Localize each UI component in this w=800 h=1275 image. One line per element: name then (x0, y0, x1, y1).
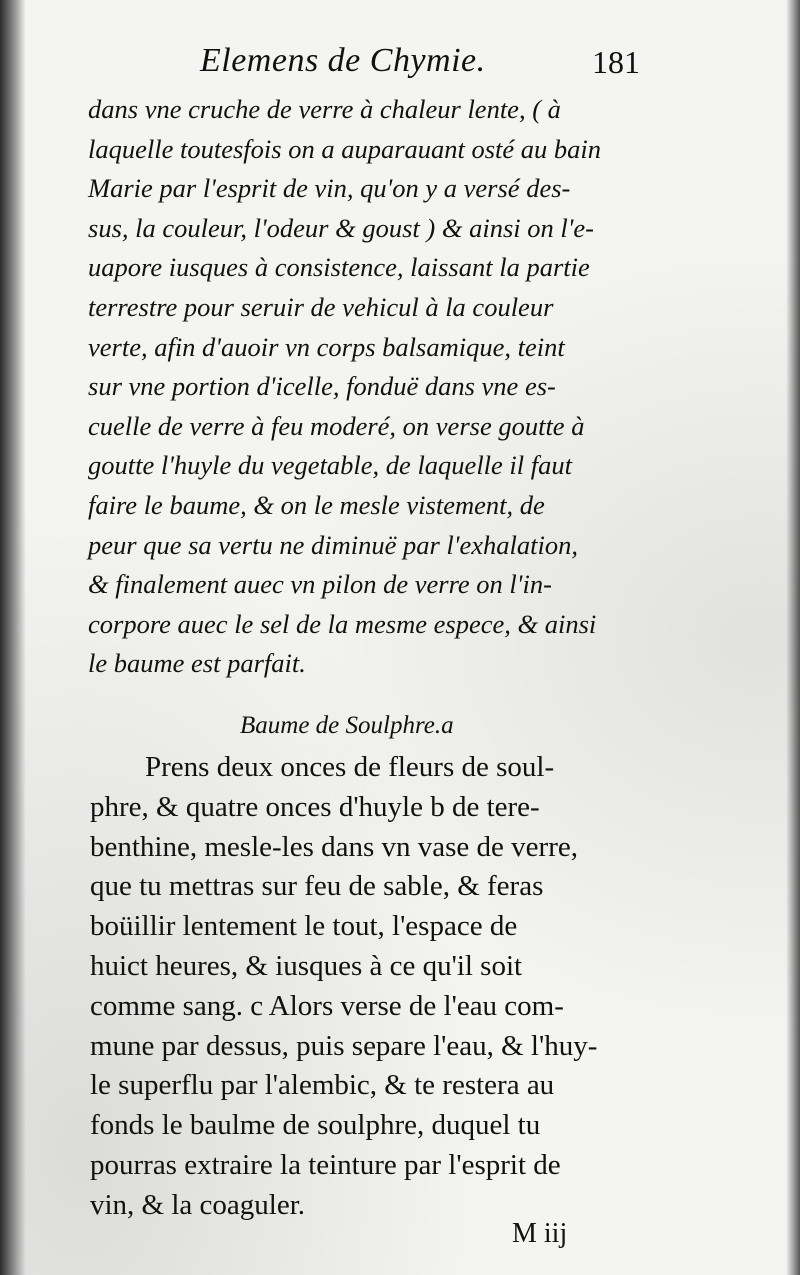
text-line: sur vne portion d'icelle, fonduë dans vne es- (88, 371, 556, 402)
text-line: comme sang. c Alors verse de l'eau com- (90, 989, 564, 1022)
running-header (190, 40, 650, 90)
text-line: uapore iusques à consistence, laissant la partie (88, 252, 590, 283)
text-line: laquelle toutesfois on a auparauant osté au bain (88, 133, 602, 164)
text-line: fonds le baulme de soulphre, duquel tu (90, 1109, 541, 1142)
running-title: Elemens de Chymie. (200, 42, 486, 79)
text-line: le baume est parfait. (88, 648, 306, 679)
page-number: 181 (592, 44, 640, 80)
text-line: pourras extraire la teinture par l'esprit de (90, 1148, 561, 1181)
text-line: terrestre pour seruir de vehicul à la couleur (88, 291, 554, 322)
text-line: & finalement auec vn pilon de verre on l'in- (88, 569, 552, 600)
text-line: goutte l'huyle du vegetable, de laquelle il faut (88, 450, 573, 481)
section-heading: Baume de Soulphre.a (240, 712, 454, 739)
page-edge-shadow (786, 0, 800, 1275)
text-line: sus, la couleur, l'odeur & goust ) & ainsi on l'e- (88, 212, 594, 243)
text-line: cuelle de verre à feu moderé, on verse goutte à (88, 410, 585, 441)
text-line: boüillir lentement le tout, l'espace de (90, 910, 518, 943)
text-line: phre, & quatre onces d'huyle b de tere- (90, 790, 540, 823)
text-line: peur que sa vertu ne diminuë par l'exhalation, (88, 529, 578, 560)
text-line: mune par dessus, puis separe l'eau, & l'huy- (90, 1029, 598, 1062)
text-line: Prens deux onces de fleurs de soul- (145, 751, 555, 783)
signature-mark: M iij (512, 1218, 568, 1249)
text-line: faire le baume, & on le mesle vistement, de (88, 489, 545, 520)
text-line: vin, & la coaguler. (90, 1188, 306, 1221)
italic-paragraph (88, 90, 648, 684)
text-line: que tu mettras sur feu de sable, & feras (90, 870, 544, 903)
text-line: le superflu par l'alembic, & te restera au (90, 1069, 555, 1102)
text-line: huict heures, & iusques à ce qu'il soit (90, 949, 523, 982)
roman-paragraph (90, 748, 650, 1226)
text-line: Marie par l'esprit de vin, qu'on y a versé des- (88, 173, 571, 204)
page-binding-shadow (0, 0, 26, 1275)
text-line: verte, afin d'auoir vn corps balsamique, teint (88, 331, 565, 362)
text-line: benthine, mesle-les dans vn vase de verre, (90, 830, 578, 863)
text-line: corpore auec le sel de la mesme espece, & ainsi (88, 608, 597, 639)
text-line: dans vne cruche de verre à chaleur lente, ( à (88, 94, 561, 124)
